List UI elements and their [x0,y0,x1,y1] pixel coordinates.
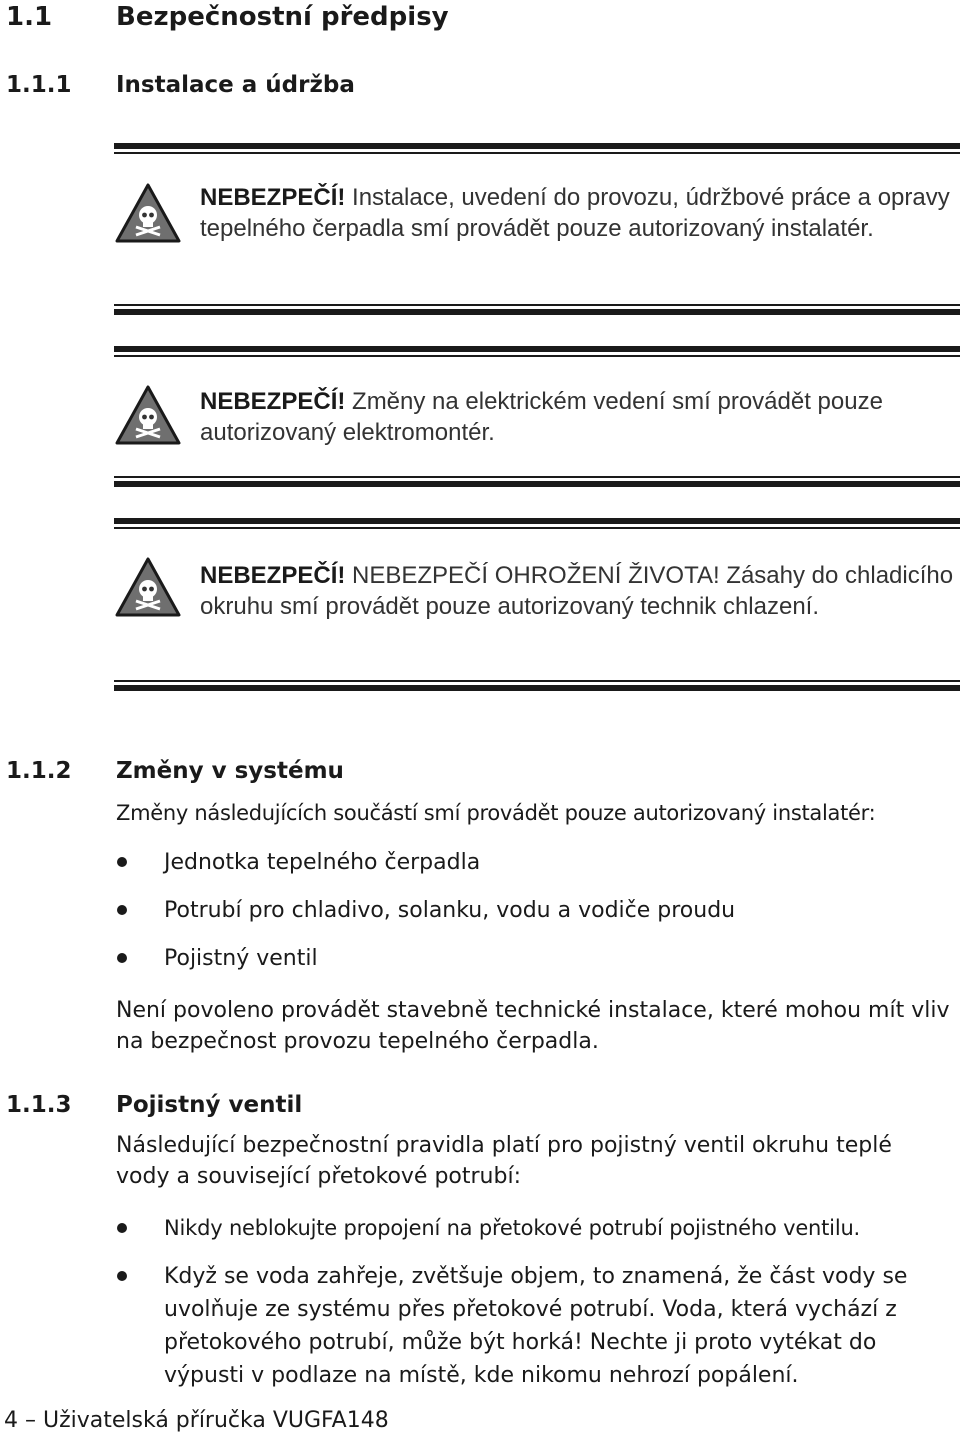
warning-bottom-rule [114,680,960,691]
skull-warning-icon [114,182,182,244]
subsection-2-intro: Změny následujících součástí smí provádět pouze autorizovaný instalatér: [116,801,876,825]
section-number: 1.1 [6,2,53,32]
subsection-2-title: Změny v systému [116,758,344,784]
warning-bottom-rule [114,304,960,315]
skull-warning-icon [114,384,182,446]
warning-top-rule [114,143,960,154]
warning-bottom-rule [114,476,960,487]
warning-2 [200,386,955,448]
subsection-1-title: Instalace a údržba [116,72,355,98]
list-item: Když se voda zahřeje, zvětšuje objem, to znamená, že část vody se uvolňuje ze systému přes přetokové potrubí. Voda, která vychází z přetokového potrubí, může být horká! Nechte ji proto vytékat do výpusti v podlaze na místě, kde nikomu nehrozí popálení. [164,1264,908,1388]
bullet-icon [117,857,127,867]
bullet-icon [117,953,127,963]
subsection-2-number: 1.1.2 [6,758,72,784]
warning-2-label: NEBEZPEČÍ! [200,388,346,415]
bullet-icon [117,1223,127,1233]
list-item: Pojistný ventil [164,946,318,971]
bullet-icon [117,905,127,915]
warning-3 [200,560,955,622]
subsection-1-number: 1.1.1 [6,72,72,98]
page-footer: 4 – Uživatelská příručka VUGFA148 [4,1408,389,1433]
subsection-3-intro: Následující bezpečnostní pravidla platí pro pojistný ventil okruhu teplé vody a související přetokové potrubí: [116,1133,892,1189]
list-item: Potrubí pro chladivo, solanku, vodu a vodiče proudu [164,898,736,923]
warning-1-label: NEBEZPEČÍ! [200,184,346,211]
warning-1 [200,182,955,244]
subsection-3-title: Pojistný ventil [116,1092,303,1118]
list-item: Jednotka tepelného čerpadla [164,850,481,875]
bullet-icon [117,1271,127,1281]
warning-3-label: NEBEZPEČÍ! [200,562,346,589]
section-title: Bezpečnostní předpisy [116,2,449,32]
skull-warning-icon [114,556,182,618]
subsection-2-note: Není povoleno provádět stavebně technické instalace, které mohou mít vliv na bezpečnost provozu tepelného čerpadla. [116,998,950,1054]
warning-top-rule [114,346,960,357]
warning-top-rule [114,518,960,529]
warning-2-text: Změny na elektrickém vedení smí provádět pouze autorizovaný elektromontér. [200,388,883,446]
warning-3-text: NEBEZPEČÍ OHROŽENÍ ŽIVOTA! Zásahy do chladicího okruhu smí provádět pouze autorizovaný technik chlazení. [200,562,954,620]
warning-1-text: Instalace, uvedení do provozu, údržbové práce a opravy tepelného čerpadla smí provádět pouze autorizovaný instalatér. [200,184,950,242]
subsection-3-number: 1.1.3 [6,1092,72,1118]
list-item: Nikdy neblokujte propojení na přetokové potrubí pojistného ventilu. [164,1216,861,1240]
